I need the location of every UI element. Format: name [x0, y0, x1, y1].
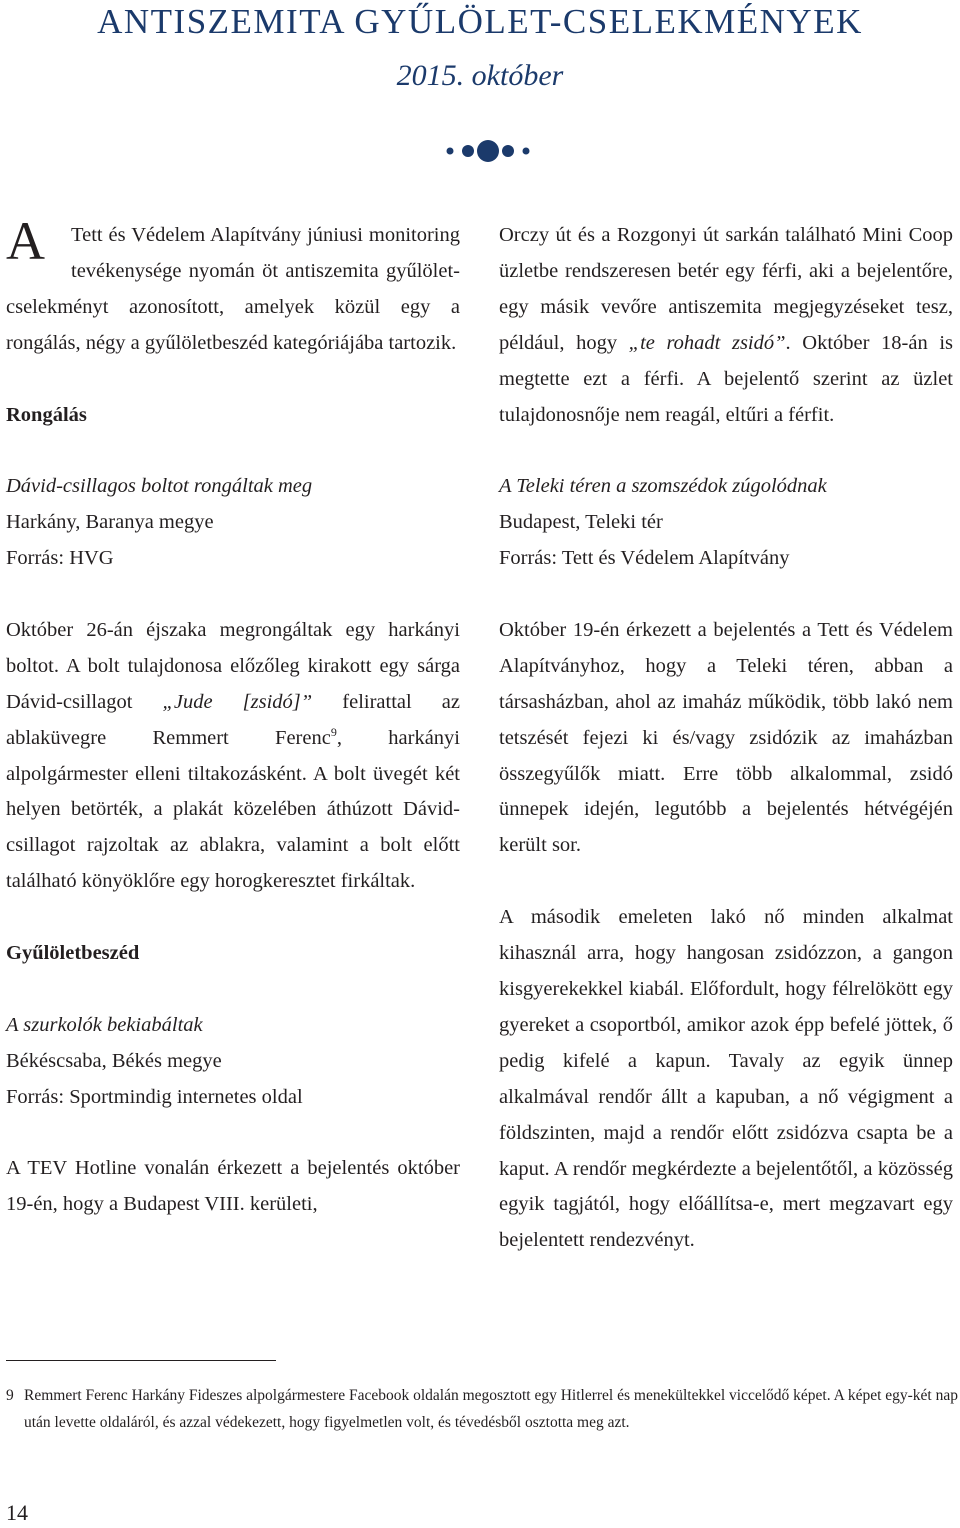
- page-subtitle: 2015. október: [396, 59, 564, 92]
- case-body-text: Október 26-án éjszaka megrongáltak egy harkányi boltot. A bolt tulajdonosa előzőleg kirakott egy sárga Dávid-csillagot: [6, 618, 460, 713]
- footnote-number: 9: [6, 1387, 14, 1404]
- case-title: Dávid-csillagos boltot rongáltak meg: [6, 475, 313, 498]
- section-heading-gyuloletbeszed: Gyűlöletbeszéd: [6, 942, 140, 965]
- dot-ornament-icon: [442, 136, 534, 166]
- intro-text: Tett és Védelem Alapítvány júniusi monitoring tevékenysége nyomán öt antiszemita gyűlölet-cselekményt azonosított, amelyek közül egy a rongálás, négy a gyűlöletbeszéd kategóriájába tartozik.: [6, 224, 460, 354]
- case-source: Forrás: HVG: [6, 547, 114, 570]
- case-body-text: , harkányi alpolgármester elleni tiltakozásként. A bolt üvegét két helyen betörték, a plakát közelében áthúzott Dávid-csillagot rajzoltak az ablakra, valamint a bolt előtt található könyöklőre egy horogkeresztet firkáltak.: [6, 726, 460, 893]
- case-title: A Teleki téren a szomszédok zúgolódnak: [499, 475, 827, 498]
- case-body: A TEV Hotline vonalán érkezett a bejelentés október 19-én, hogy a Budapest VIII. kerületi,: [6, 1157, 460, 1216]
- footnote: [6, 1382, 958, 1436]
- case-body-text: . Október 18-án is megtette ezt a férfi. A bejelentő szerint az üzlet tulajdonosnője nem reagál, eltűri a férfit.: [499, 331, 953, 426]
- footnote-ref[interactable]: 9: [330, 724, 337, 739]
- case-body: Október 19-én érkezett a bejelentés a Tett és Védelem Alapítványhoz, hogy a Teleki téren, abban a társasházban, ahol az imaház működik, több lakó nem tetszését fejezi ki és/vagy zsidózik az imaházban összegyűlők miatt. Erre több alkalommal, zsidó ünnepek idején, legutóbb a bejelentés hétvégéjén került sor.: [499, 618, 953, 857]
- left-column: [6, 211, 460, 1223]
- case-body: A második emeleten lakó nő minden alkalmat kihasznál arra, hogy hangosan zsidózzon, a gangon kisgyerekekkel kiabál. Előfordult, hogy félrelökött egy gyereket a csoportból, amikor azok épp befelé jöttek, ő pedig kifelé a kapun. Tavaly az egyik ünnep alkalmával rendőr állt a kapuban, a nő végigment a földszinten, majd a rendőr előtt zsidózva csapta be a kaput. A rendőr megkérdezte a bejelentőtől, a közösség egyik tagjától, hogy előállítsa-e, mert megzavart egy bejelentett rendezvényt.: [499, 906, 953, 1252]
- case-body: [6, 613, 460, 900]
- case-body-continued: [499, 218, 953, 433]
- case-location: Budapest, Teleki tér: [499, 511, 663, 534]
- case-body-text: felirattal az ablaküvegre Remmert Ferenc: [6, 690, 460, 749]
- case-source: Forrás: Sportmindig internetes oldal: [6, 1085, 303, 1108]
- footnote-divider: [6, 1360, 276, 1361]
- intro-paragraph: [6, 211, 460, 362]
- section-heading-rongalas: Rongálás: [6, 403, 87, 426]
- case-body-text: Orczy út és a Rozgonyi út sarkán található Mini Coop üzletbe rendszeresen betér egy férfi, aki a bejelentőre, egy másik vevőre antiszemita megjegyzéseket tesz, például, hogy: [499, 224, 953, 354]
- case-source: Forrás: Tett és Védelem Alapítvány: [499, 547, 790, 570]
- right-column: [499, 218, 953, 1259]
- case-location: Békéscsaba, Békés megye: [6, 1049, 222, 1072]
- footnote-text: Remmert Ferenc Harkány Fideszes alpolgármestere Facebook oldalán megosztott egy Hitlerrel és menekültekkel viccelődő képet. A képet egy-két nap után levette oldaláról, és azzal védekezett, hogy figyelmetlen volt, és tévedésből osztotta meg azt.: [24, 1387, 958, 1431]
- drop-cap: A: [6, 211, 45, 271]
- case-location: Harkány, Baranya megye: [6, 511, 214, 534]
- page-number: 14: [6, 1500, 28, 1525]
- case-body-quote: „te rohadt zsidó”: [628, 331, 786, 354]
- case-body-quote: „Jude [zsidó]”: [162, 690, 313, 713]
- case-title: A szurkolók bekiabáltak: [6, 1013, 203, 1036]
- page-title: ANTISZEMITA GYŰLÖLET-CSELEKMÉNYEK: [97, 2, 863, 41]
